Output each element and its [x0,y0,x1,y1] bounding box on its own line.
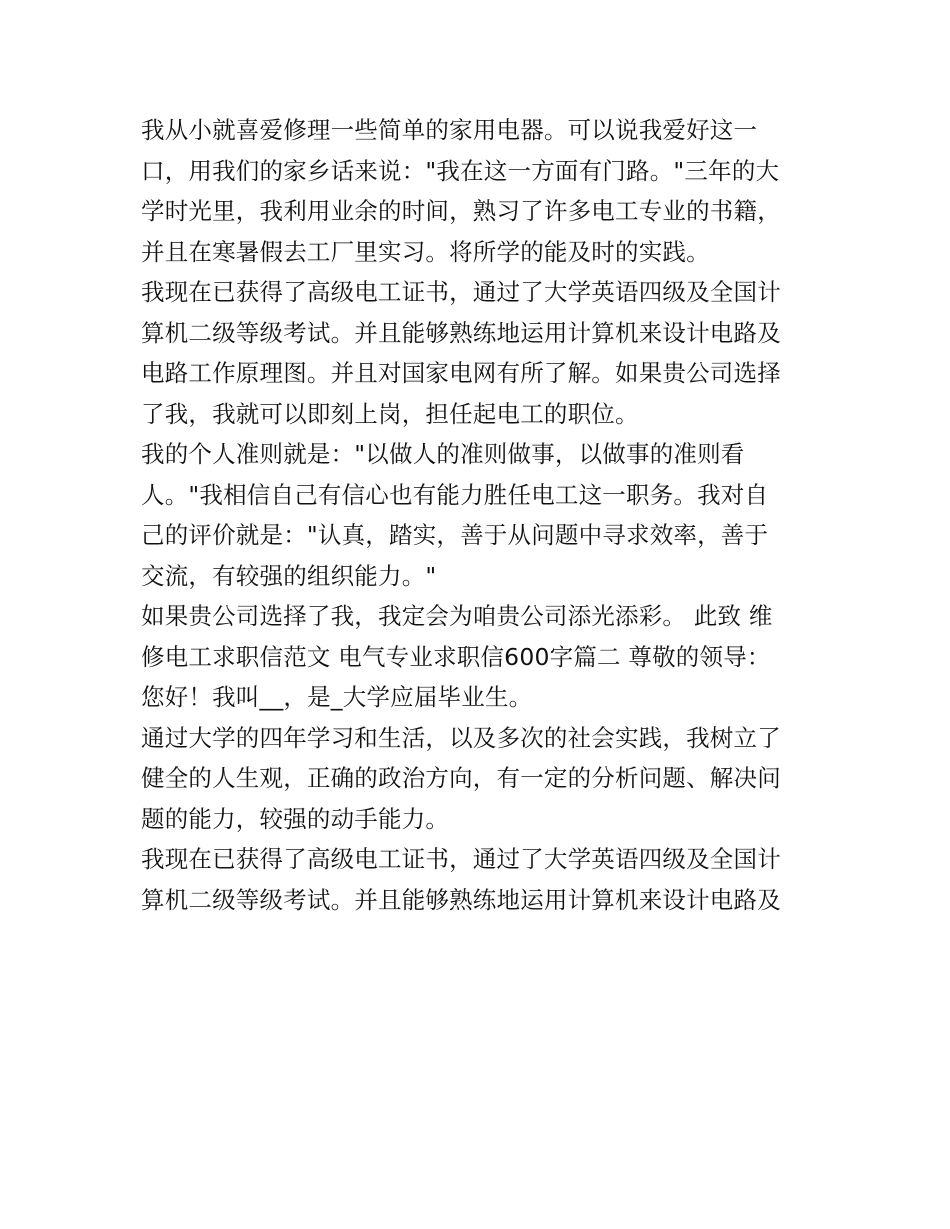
text-line: 您好！我叫__，是_大学应届毕业生。 [141,683,533,711]
text-line: 题的能力，较强的动手能力。 [141,804,450,833]
text-line: 交流，有较强的组织能力。" [141,561,437,590]
text-line: 口，用我们的家乡话来说："我在这一方面有门路。"三年的大 [141,156,780,185]
text-line: 电路工作原理图。并且对国家电网有所了解。如果贵公司选择 [141,359,781,387]
text-line: 我的个人准则就是："以做人的准则做事，以做事的准则看 [141,440,745,468]
text-line: 通过大学的四年学习和生活，以及多次的社会实践，我树立了 [141,723,781,752]
text-line: 了我，我就可以即刻上岗，担任起电工的职位。 [141,399,639,428]
text-line: 我现在已获得了高级电工证书，通过了大学英语四级及全国计 [141,845,781,873]
text-line: 修电工求职信范文 电气专业求职信600字篇二 尊敬的领导： [141,642,771,671]
document-body [141,110,821,920]
text-line: 己的评价就是："认真，踏实，善于从问题中寻求效率，善于 [141,521,769,549]
text-line: 算机二级等级考试。并且能够熟练地运用计算机来设计电路及 [141,885,781,914]
text-line: 学时光里，我利用业余的时间，熟习了许多电工专业的书籍， [141,197,781,225]
text-line: 我现在已获得了高级电工证书，通过了大学英语四级及全国计 [141,278,781,306]
text-line: 算机二级等级考试。并且能够熟练地运用计算机来设计电路及 [141,318,781,347]
text-line: 健全的人生观，正确的政治方向，有一定的分析问题、解决问 [141,764,781,792]
text-line: 人。"我相信自己有信心也有能力胜任电工这一职务。我对自 [141,480,769,509]
text-line: 如果贵公司选择了我，我定会为咱贵公司添光添彩。 此致 维 [141,602,773,630]
text-line: 并且在寒暑假去工厂里实习。将所学的能及时的实践。 [141,237,710,266]
text-line: 我从小就喜爱修理一些简单的家用电器。可以说我爱好这一 [141,116,758,144]
